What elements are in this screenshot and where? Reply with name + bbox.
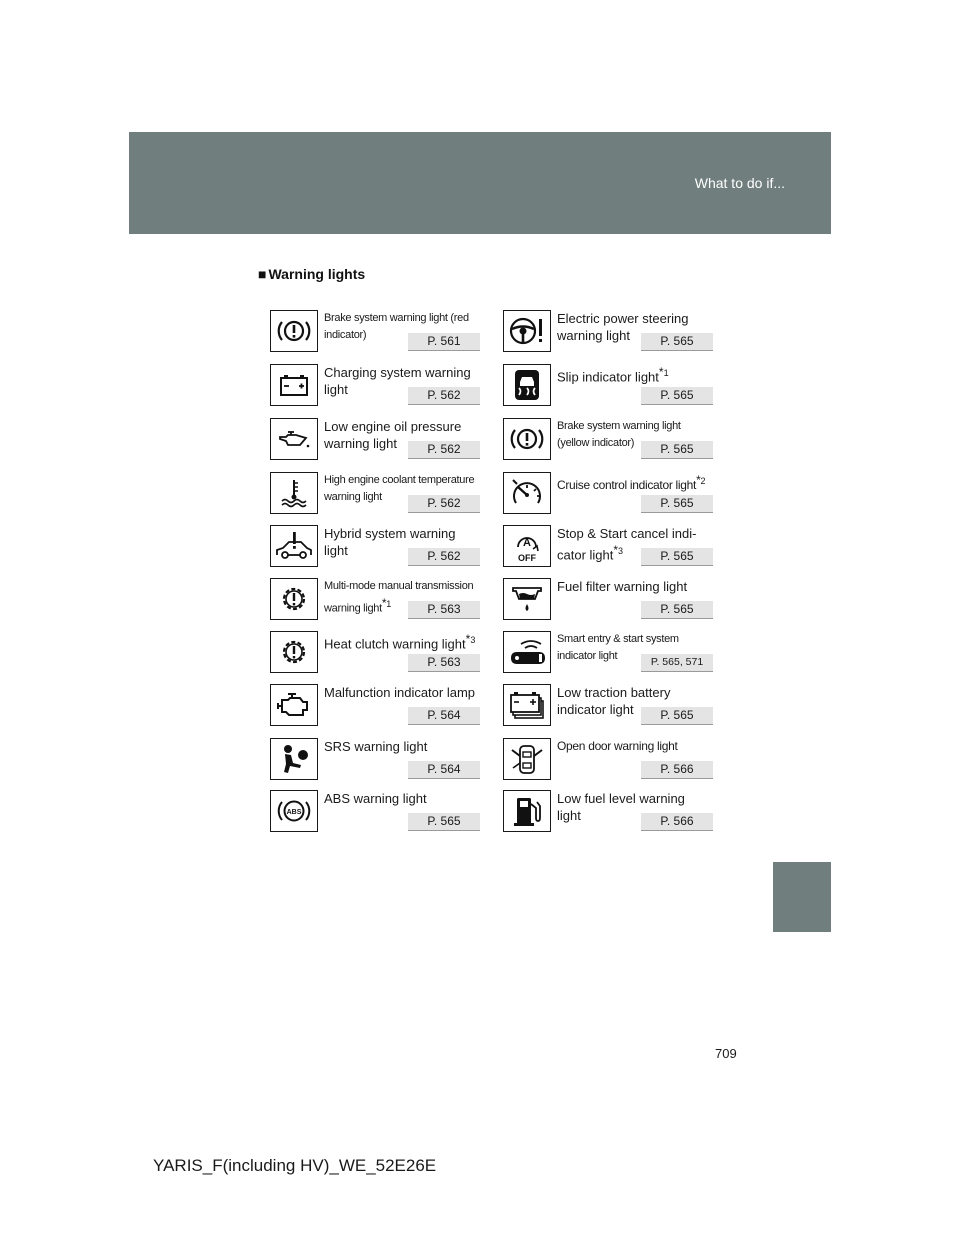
fuel-pump-icon [503, 790, 551, 832]
entry-label: SRS warning light [324, 739, 428, 754]
warning-light-entry [503, 472, 938, 520]
warning-light-entry [503, 525, 938, 573]
page-reference[interactable]: P. 562 [408, 441, 480, 459]
page-reference[interactable]: P. 564 [408, 707, 480, 725]
fuel-filter-icon [503, 578, 551, 620]
warning-light-entry [503, 790, 938, 838]
smart-key-icon [503, 631, 551, 673]
warning-light-entry [503, 418, 938, 466]
auto-off-icon [503, 525, 551, 567]
page-reference[interactable]: P. 564 [408, 761, 480, 779]
page-reference[interactable]: P. 562 [408, 548, 480, 566]
svg-text:OFF: OFF [518, 553, 536, 563]
entry-label: Electric power steering warning light [557, 311, 689, 343]
cruise-speedometer-icon [503, 472, 551, 514]
page-number: 709 [715, 1046, 737, 1061]
entry-label: Brake system warning light (red indicator) [324, 312, 469, 341]
warning-light-entry [503, 684, 938, 732]
airbag-icon [270, 738, 318, 780]
gear-exclamation-icon [270, 578, 318, 620]
entry-label: Hybrid system warning light [324, 526, 456, 558]
traction-battery-icon [503, 684, 551, 726]
page-reference[interactable]: P. 565, 571 [641, 654, 713, 672]
chapter-side-tab [773, 862, 831, 932]
abs-icon [270, 790, 318, 832]
warning-light-entry [503, 631, 938, 679]
page-reference[interactable]: P. 561 [408, 333, 480, 351]
warning-light-entry [503, 738, 938, 786]
hybrid-car-warning-icon [270, 525, 318, 567]
chapter-title: What to do if... [694, 175, 785, 191]
entry-label: Low fuel level warning light [557, 791, 685, 823]
brake-exclamation-icon [503, 418, 551, 460]
brake-exclamation-icon [270, 310, 318, 352]
warning-light-entry [503, 364, 938, 412]
entry-label: Charging system warning light [324, 365, 471, 397]
page-reference[interactable]: P. 565 [641, 387, 713, 405]
page-reference[interactable]: P. 566 [641, 761, 713, 779]
document-footer: YARIS_F(including HV)_WE_52E26E [153, 1156, 437, 1175]
entry-label: Heat clutch warning light$^{*3}$ [324, 632, 476, 652]
entry-label: Fuel filter warning light [557, 579, 688, 594]
coolant-temperature-icon [270, 472, 318, 514]
svg-text:A: A [523, 537, 531, 549]
entry-label: Cruise control indicator light$^{*2}$ [557, 473, 706, 492]
entry-label: Low engine oil pressure warning light [324, 419, 462, 451]
svg-text:ABS: ABS [286, 809, 302, 816]
entry-label: Malfunction indicator lamp [324, 685, 476, 700]
gear-exclamation-icon [270, 631, 318, 673]
page-reference[interactable]: P. 565 [641, 601, 713, 619]
warning-light-entry [503, 578, 938, 626]
entry-label: Brake system warning light (yellow indicator) [557, 420, 681, 449]
page-reference[interactable]: P. 565 [641, 495, 713, 513]
oil-can-icon [270, 418, 318, 460]
entry-label: Open door warning light [557, 739, 678, 753]
steering-exclamation-icon [503, 310, 551, 352]
entry-label: Slip indicator light$^{*1}$ [557, 365, 669, 385]
entry-label: ABS warning light [324, 791, 427, 806]
page-reference[interactable]: P. 566 [641, 813, 713, 831]
page-reference[interactable]: P. 565 [641, 441, 713, 459]
page-reference[interactable]: P. 565 [408, 813, 480, 831]
page-reference[interactable]: P. 565 [641, 333, 713, 351]
slip-car-icon [503, 364, 551, 406]
page-reference[interactable]: P. 563 [408, 601, 480, 619]
entry-label: High engine coolant temperature warning light [324, 474, 475, 503]
page-reference[interactable]: P. 562 [408, 387, 480, 405]
page-reference[interactable]: P. 565 [641, 548, 713, 566]
battery-icon [270, 364, 318, 406]
entry-label: Smart entry & start system indicator light [557, 633, 679, 662]
chapter-header [129, 132, 831, 234]
entry-label: Multi-mode manual transmission warning light$^{*1}$ [324, 580, 474, 615]
page-reference[interactable]: P. 565 [641, 707, 713, 725]
page-reference[interactable]: P. 563 [408, 654, 480, 672]
page-reference[interactable]: P. 562 [408, 495, 480, 513]
entry-label: Low traction battery indicator light [557, 685, 671, 717]
open-door-car-icon [503, 738, 551, 780]
engine-icon [270, 684, 318, 726]
section-heading [258, 266, 365, 282]
section-title: Warning lights [268, 266, 366, 282]
section-marker: ■ [258, 266, 267, 282]
entry-label: Stop & Start cancel indi-cator light$^{*3}$ [557, 526, 697, 563]
warning-light-entry [503, 310, 938, 358]
